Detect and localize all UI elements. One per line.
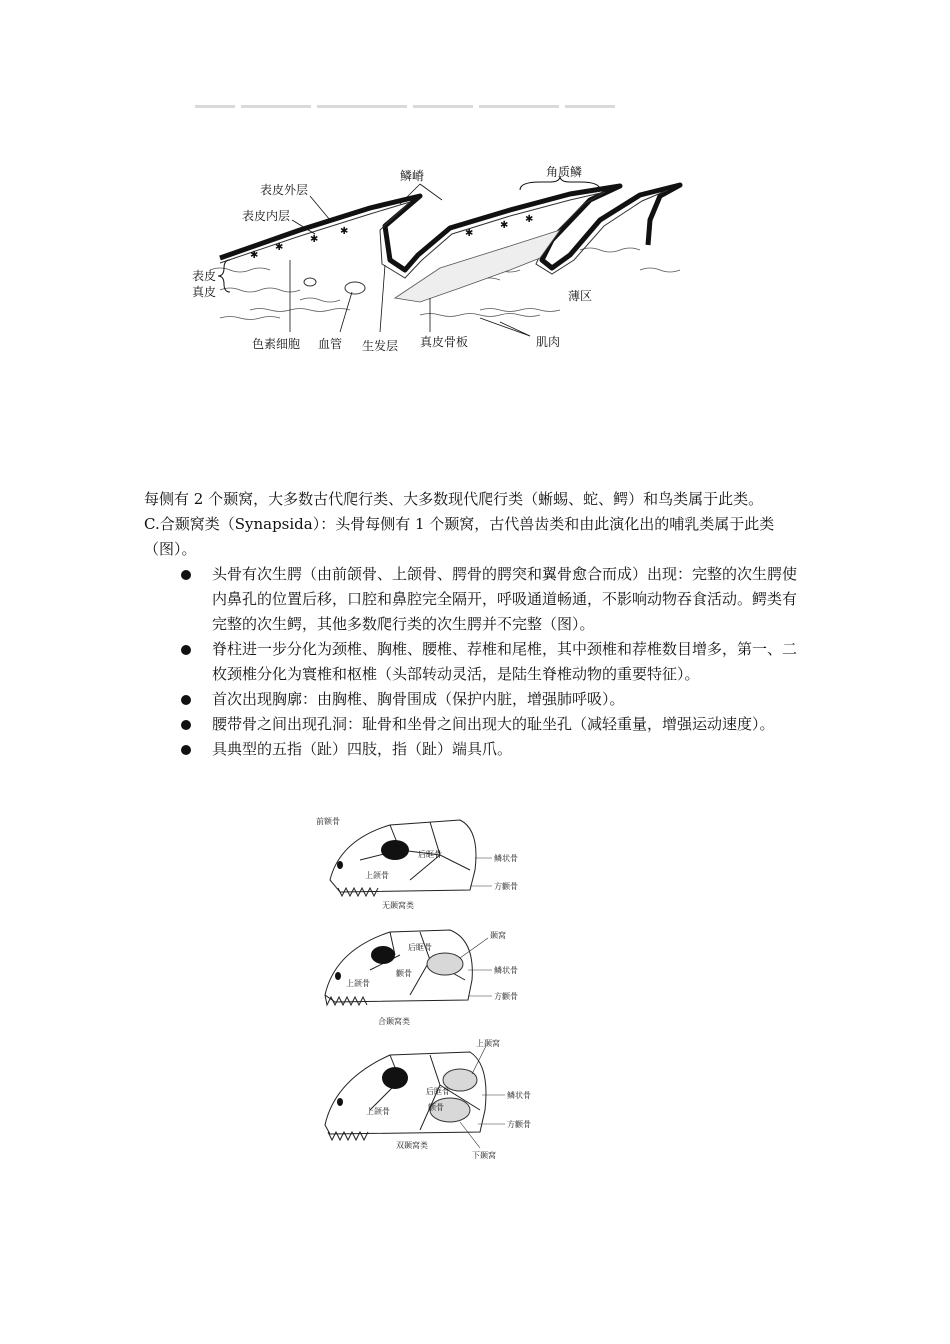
- label-maxilla: 上颌骨: [365, 871, 389, 880]
- caption-synapsid: 合颞窝类: [378, 1017, 410, 1026]
- label-temporal-fossa: 颞窝: [490, 931, 506, 940]
- svg-text:✱: ✱: [340, 226, 349, 237]
- label-epidermis: 表皮: [192, 269, 217, 283]
- svg-text:✱: ✱: [275, 242, 284, 253]
- faint-header-line: [195, 96, 675, 110]
- label-thin-zone: 薄区: [568, 289, 593, 303]
- bullet-icon: [181, 695, 191, 705]
- bullet-icon: [181, 645, 191, 655]
- list-item: [144, 562, 810, 637]
- caption-diapsid: 双颞窝类: [396, 1141, 428, 1150]
- bullet-icon: [181, 570, 191, 580]
- label-postorbital: 后眶骨: [418, 850, 442, 859]
- list-item-text: 首次出现胸廓：由胸椎、胸骨围成（保护内脏，增强肺呼吸）。: [212, 690, 625, 708]
- label-quadratojugal: 方颧骨: [507, 1120, 531, 1129]
- skull-types-figure: [300, 810, 560, 1165]
- list-item-text: 腰带骨之间出现孔洞：耻骨和坐骨之间出现大的耻坐孔（减轻重量，增强运动速度）。: [212, 715, 775, 733]
- list-item: [144, 637, 810, 687]
- label-jugal: 颧骨: [396, 969, 412, 978]
- skull-diagram: [300, 810, 560, 1165]
- label-squamosal: 鳞状骨: [494, 854, 518, 863]
- feature-list: [144, 562, 810, 762]
- bullet-icon: [181, 720, 191, 730]
- svg-text:✱: ✱: [500, 220, 509, 231]
- label-postorbital: 后眶骨: [426, 1087, 450, 1096]
- label-maxilla: 上颌骨: [366, 1107, 390, 1116]
- bullet-icon: [181, 745, 191, 755]
- label-lower-fossa: 下颞窝: [472, 1151, 496, 1160]
- label-inner-epidermis: 表皮内层: [242, 209, 291, 223]
- svg-text:✱: ✱: [310, 234, 319, 245]
- label-jugal: 颧骨: [428, 1103, 444, 1112]
- label-dermal-bone-plate: 真皮骨板: [420, 335, 469, 349]
- body-text: [144, 487, 810, 762]
- list-item: [144, 737, 810, 762]
- label-pigment-cell: 色素细胞: [252, 337, 301, 351]
- label-blood-vessel: 血管: [318, 337, 343, 351]
- list-item: [144, 712, 810, 737]
- label-outer-epidermis: 表皮外层: [260, 183, 309, 197]
- paragraph-diapsid-continuation: 每侧有 2 个颞窝，大多数古代爬行类、大多数现代爬行类（蜥蜴、蛇、鳄）和鸟类属于此类。: [144, 490, 764, 508]
- label-quadratojugal: 方颧骨: [494, 882, 518, 891]
- list-item: [144, 687, 810, 712]
- label-upper-fossa: 上颞窝: [476, 1039, 500, 1048]
- label-germinal-layer: 生发层: [362, 339, 399, 353]
- label-hinge: 鳞嵴: [400, 169, 425, 183]
- label-postorbital: 后眶骨: [408, 943, 432, 952]
- label-muscle: 肌肉: [536, 335, 561, 349]
- label-squamosal: 鳞状骨: [494, 966, 518, 975]
- list-item-text: 脊柱进一步分化为颈椎、胸椎、腰椎、荐椎和尾椎，其中颈椎和荐椎数目增多，第一、二枚颈椎分化为寰椎和枢椎（头部转动灵活，是陆生脊椎动物的重要特征）。: [212, 640, 798, 683]
- list-item-text: 具典型的五指（趾）四肢，指（趾）端具爪。: [212, 740, 513, 758]
- label-squamosal: 鳞状骨: [507, 1091, 531, 1100]
- paragraph-synapsida: C.合颞窝类（Synapsida）：头骨每侧有 1 个颞窝，古代兽齿类和由此演化出的哺乳类属于此类（图）。: [144, 515, 775, 558]
- list-item-text: 头骨有次生腭（由前颌骨、上颌骨、腭骨的腭突和翼骨愈合而成）出现：完整的次生腭使内鼻孔的位置后移，口腔和鼻腔完全隔开，呼吸通道畅通，不影响动物吞食活动。鳄类有完整的次生鳄，其他多数爬行类的次生腭并不完整（图）。: [212, 565, 798, 633]
- label-dermis: 真皮: [192, 285, 217, 299]
- svg-text:✱: ✱: [465, 228, 474, 239]
- label-quadratojugal: 方颧骨: [494, 992, 518, 1001]
- svg-text:✱: ✱: [250, 250, 259, 261]
- label-prefrontal: 前额骨: [316, 817, 340, 826]
- label-horny-scale: 角质鳞: [546, 165, 583, 179]
- scale-cross-section-figure: [180, 150, 740, 365]
- caption-anapsid: 无颞窝类: [382, 901, 414, 910]
- label-maxilla: 上颌骨: [346, 979, 370, 988]
- scale-diagram: [180, 150, 740, 365]
- svg-text:✱: ✱: [525, 214, 534, 225]
